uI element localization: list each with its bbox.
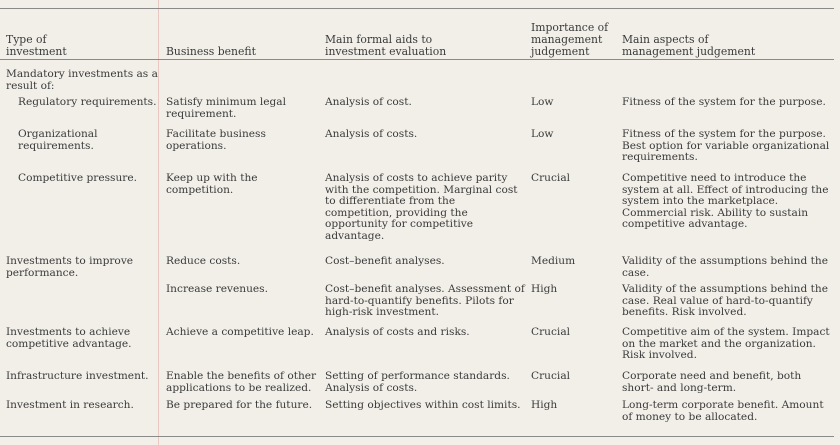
row-6-benefit: Enable the benefits of other applications to be realized. (166, 370, 317, 394)
header-importance: Importance of management judgement (531, 21, 609, 58)
row-5-aspects: Competitive aim of the system. Impact on the market and the organization. Risk involved. (622, 326, 830, 361)
row-0-aspects: Fitness of the system for the purpose. (622, 96, 826, 108)
row-1-type: Organizational requirements. (18, 128, 98, 152)
row-7-formal-aids: Setting objectives within cost limits. (325, 399, 521, 411)
row-7-benefit: Be prepared for the future. (166, 399, 313, 411)
row-7-aspects: Long-term corporate benefit. Amount of money to be allocated. (622, 399, 824, 423)
row-3-type: Investments to improve performance. (6, 255, 134, 279)
row-1-importance: Low (531, 128, 554, 140)
header-type-of-investment: Type of investment (6, 33, 67, 58)
row-1-aspects: Fitness of the system for the purpose. Best option for variable organizational requirements. (622, 128, 830, 163)
table-bottom-rule (0, 436, 834, 437)
row-6-formal-aids: Setting of performance standards. Analysis of costs. (325, 370, 510, 394)
header-management-aspects: Main aspects of management judgement (622, 33, 756, 58)
row-5-type: Investments to achieve competitive advantage. (6, 326, 132, 350)
header-business-benefit: Business benefit (166, 45, 256, 58)
row-7-type: Investment in research. (6, 399, 134, 411)
row-5-formal-aids: Analysis of costs and risks. (325, 326, 470, 338)
row-3-aspects: Validity of the assumptions behind the case. (622, 255, 829, 279)
row-2-benefit: Keep up with the competition. (166, 172, 258, 196)
row-0-formal-aids: Analysis of cost. (325, 96, 412, 108)
row-3-benefit: Reduce costs. (166, 255, 241, 267)
row-0-type: Regulatory requirements. (18, 96, 157, 108)
row-5-importance: Crucial (531, 326, 571, 338)
row-0-benefit: Satisfy minimum legal requirement. (166, 96, 286, 120)
table-header-rule (0, 59, 834, 60)
row-4-formal-aids: Cost–benefit analyses. Assessment of hard-to-quantify benefits. Pilots for high-risk investment. (325, 283, 525, 318)
row-1-formal-aids: Analysis of costs. (325, 128, 418, 140)
row-4-benefit: Increase revenues. (166, 283, 268, 295)
row-7-importance: High (531, 399, 558, 411)
table-top-rule (0, 8, 834, 9)
row-4-aspects: Validity of the assumptions behind the case. Real value of hard-to-quantify benefits. Risk involved. (622, 283, 829, 318)
row-3-formal-aids: Cost–benefit analyses. (325, 255, 445, 267)
row-3-importance: Medium (531, 255, 576, 267)
row-6-type: Infrastructure investment. (6, 370, 149, 382)
row-2-formal-aids: Analysis of costs to achieve parity with the competition. Marginal cost to differentiate from the competition, providing the opportunity for competitive advantage. (325, 172, 518, 242)
row-5-benefit: Achieve a competitive leap. (166, 326, 314, 338)
row-2-importance: Crucial (531, 172, 571, 184)
row-2-type: Competitive pressure. (18, 172, 138, 184)
row-6-aspects: Corporate need and benefit, both short- and long-term. (622, 370, 802, 394)
section-mandatory-investments: Mandatory investments as a result of: (6, 68, 158, 92)
header-formal-aids: Main formal aids to investment evaluation (325, 33, 447, 58)
row-1-benefit: Facilitate business operations. (166, 128, 266, 152)
row-2-aspects: Competitive need to introduce the system at all. Effect of introducing the system into the marketplace. Commercial risk. Ability to sustain competitive advantage. (622, 172, 829, 230)
row-6-importance: Crucial (531, 370, 571, 382)
row-0-importance: Low (531, 96, 554, 108)
margin-line (158, 0, 159, 445)
row-4-importance: High (531, 283, 558, 295)
